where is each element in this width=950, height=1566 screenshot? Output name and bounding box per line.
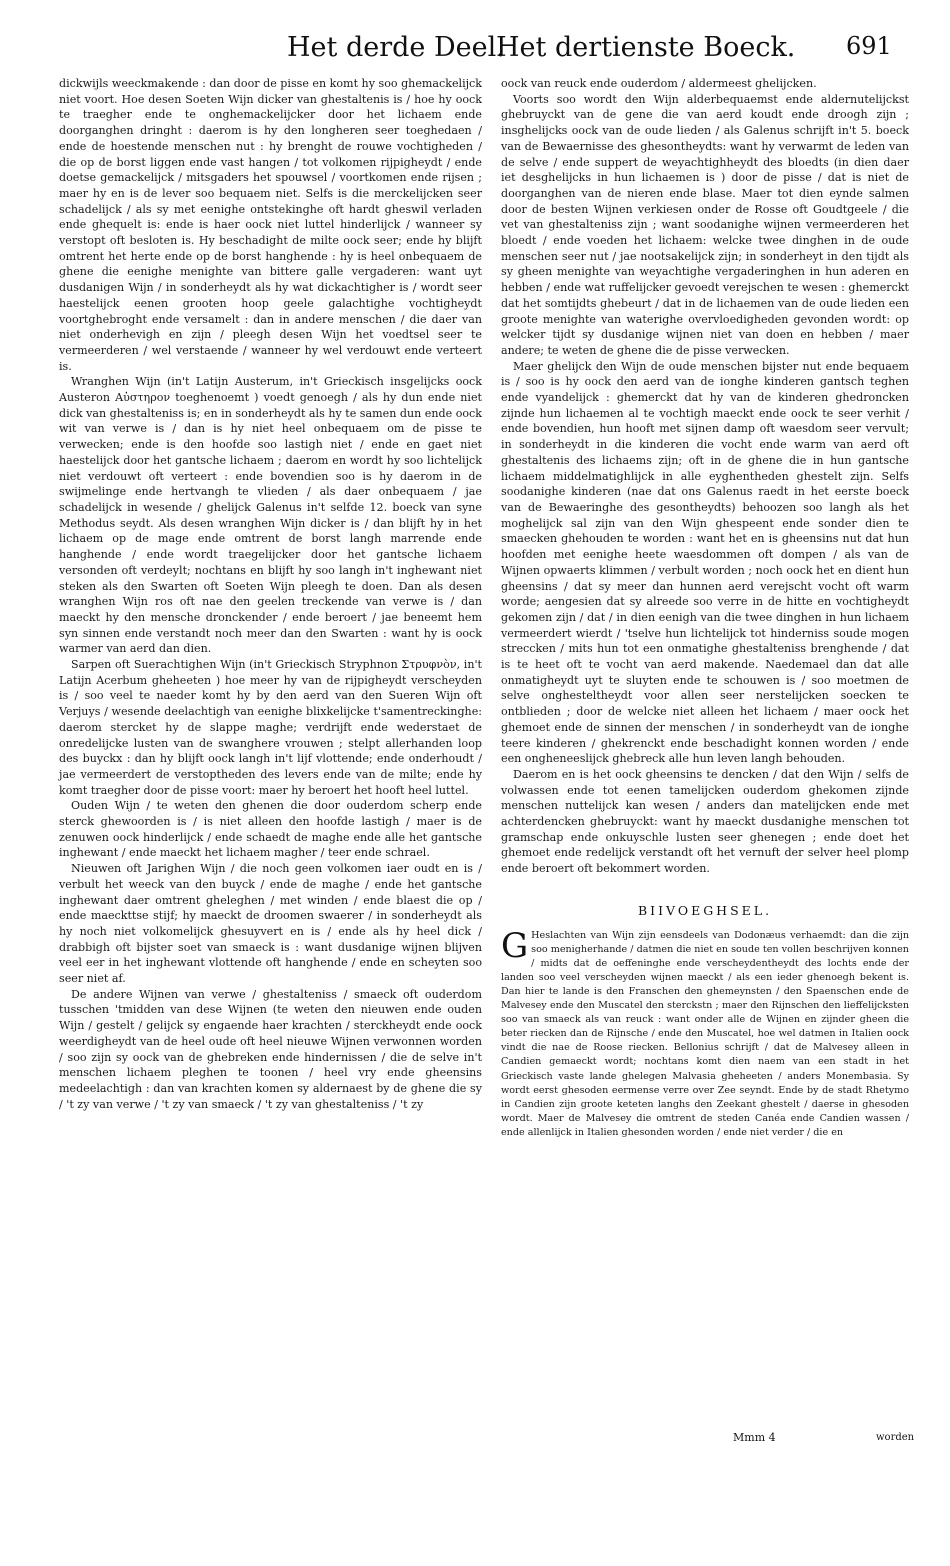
paragraph: oock van reuck ende ouderdom / aldermeest ghelijcken.	[501, 77, 817, 90]
page-number: 691	[846, 32, 892, 60]
drop-capital: G	[501, 925, 529, 966]
paragraph: Wranghen Wijn (in't Latijn Austerum, in't Grieckisch insgelijcks oock Austeron Aὐστηρον toeghenoemt ) voedt genoegh / als hy dun ende niet dick van ghestalteniss is; en in sonderheydt als hy te samen dun ende oock wit van verwe is / dan is hy niet heel onbequaem om de pisse te verwecken; ende is den hoofde soo lastigh niet / ende en gaet niet haestelijck door het gantsche lichaem ; daerom en wordt hy soo lichtelijck niet verdouwt oft verteert : ende bovendien soo is hy daerom in de swijmelinge ende hertvangh te vlieden / als daer onbequaem / jae schadelijck in wesende / ghelijck Galenus in't selfde 12. boeck van syne Methodus seydt. Als desen wranghen Wijn dicker is / dan blijft hy in het lichaem op de mage ende omtrent de borst langh marrende ende hanghende / ende wordt traegelijcker door het gantsche lichaem versonden oft verdeylt; nochtans en blijft hy soo langh in't inghewant niet steken als den Swarten oft Soeten Wijn pleegh te doen. Dan als desen wranghen Wijn ros oft nae den geelen treckende van verwe is / dan maeckt hy den mensche dronckender / ende beroert / jae beneemt hem syn sinnen ende verstandt noch meer dan den Swarten : want hy is oock warmer van aerd dan dien.	[59, 375, 482, 656]
paragraph: Daerom en is het oock gheensins te dencken / dat den Wijn / selfs de volwassen ende tot eenen tamelijcken ouderdom ghekomen zijnde menschen nuttelijck kan wesen / anders dan matelijcken ende met achterdencken ghebruyckt: want hy maeckt dusdanighe menschen tot gramschap ende onkuyschle lusten seer ghenegen ; ende doet het ghemoet ende redelijck verstandt oft het vernuft der selver heel plomp ende beroert oft bekommert worden.	[501, 767, 909, 876]
header-book-title: Het dertienste Boeck.	[496, 32, 796, 63]
supplement-heading: BIIVOEGHSEL.	[637, 902, 773, 918]
right-column	[501, 76, 909, 1140]
signature-mark: Mmm 4	[733, 1431, 776, 1444]
paragraph: Voorts soo wordt den Wijn alderbequaemst ende aldernutelijckst ghebruyckt van de gene die van aerd koudt ende droogh zijn ; insghelijcks oock van de oude lieden / als Galenus schrijft in't 5. boeck van de Bewaernisse des ghesontheydts: want hy verwarmt de leden van de selve / ende suppert de weyachtighheydt des bloedts (in dien daer iet desghelijcks in hun lichaemen is ) door de pisse / dat is niet de doorganghen van de nieren ende blase. Maer tot dien eynde salmen door de besten Wijnen verkiesen onder de Rosse oft Goudtgeele / die vet van ghestalteniss zijn ; want soodanighe wijnen vermeerderen het bloedt / ende voeden het lichaem: welcke twee dinghen in de oude menschen seer nut / jae nootsakelijck zijn; in sonderheyt in den tijdt als sy gheen menighte van weyachtighe vergaderinghen in hun aderen en hebben / ende wat ruffelijcker gevoedt verejschen te wesen : ghemerckt dat het somtijdts ghebeurt / dat in de lichaemen van de oude lieden een groote menighte van waterighe overvloedigheden gevonden wordt: op welcker tijdt sy dusdanige wijnen niet van doen en hebben / maer andere; te weten de ghene die de pisse verwecken.	[501, 92, 909, 357]
catchword: worden	[876, 1432, 915, 1443]
paragraph: Ouden Wijn / te weten den ghenen die door ouderdom scherp ende sterck ghewoorden is / is niet alleen den hoofde lastigh / maer is de zenuwen oock hinderlijck / ende schaedt de maghe ende alle het gantsche inghewant / ende maeckt het lichaem magher / teer ende schrael.	[59, 799, 482, 860]
header-part-title: Het derde Deel.	[287, 32, 505, 63]
left-column	[59, 76, 482, 1112]
paragraph: De andere Wijnen van verwe / ghestalteniss / smaeck oft ouderdom tusschen 'tmidden van dese Wijnen (te weten den nieuwen ende ouden Wijn / gestelt / gelijck sy engaende haer krachten / sterckheydt ende oock weerdigheydt van de heel oude oft heel nieuwe Wijnen verwonnen worden / soo zijn sy oock van de ghebreken ende hindernissen / die de selve in't menschen lichaem pleghen te toonen / heel vry ende gheensins medeelachtigh : dan van krachten komen sy aldernaest by de ghene die sy / 't zy van verwe / 't zy van smaeck / 't zy van ghestalteniss / 't zy	[59, 987, 482, 1111]
paragraph: Maer ghelijck den Wijn de oude menschen bijster nut ende bequaem is / soo is hy oock den aerd van de ionghe kinderen gantsch teghen ende vyandelijck : ghemerckt dat hy van de kinderen ghedroncken zijnde hun lichaemen al te vochtigh maeckt ende oock te seer verhit / ende bovendien, hun hooft met sijnen damp oft waesdom seer vervult; in sonderheydt in die kinderen die vocht ende warm van aerd oft ghestaltenis des lichaems zijn; oft in de ghene die in hun gantsche lichaem middelmatighlijck in alle eyghentheden ghestelt zijn. Selfs soodanighe kinderen (nae dat ons Galenus raedt in het eerste boeck van de Bewaeringhe des gesontheydts) behoozen soo langh als het moghelijck sal zijn van den Wijn ghespeent ende sonder dien te smaecken ghehouden te worden : want het en is gheensins nut dat hun hoofden met eenighe heete waesdommen oft dompen / als van de Wijnen opwaerts klimmen / verbult worden ; noch oock het en dient hun gheensins / dat sy meer dan hunnen aerd verejscht vocht oft warm worde; aengesien dat sy alreede soo verre in de hitte en vochtigheydt gekomen zijn / dat / in dien eenigh van die twee dinghen in hun lichaem vermeerdert wierdt / 'tselve hun lichtelijck tot hinderniss soude mogen streccken / mits hun tot een onmatighe ghestalteniss brenghende / dat is te heet oft te vocht van aerd makende. Naedemael dan dat alle onmatigheydt uyt te sluyten ende te schouwen is / soo moetmen de selve onghesteltheydt voor allen seer nerstelijcken soecken te ontblieden ; door de welcke niet alleen het lichaem / maer oock het ghemoet ende de sinnen der menschen / in sonderheydt van de ionghe teere kinderen / ghekrenckt ende beschadight konnen worden / ende een ongheneeslijck ghebreck alle hun leven langh behouden.	[501, 359, 909, 766]
supplement-body: Heslachten van Wijn zijn eensdeels van Dodonæus verhaemdt: dan die zijn soo menigherhande / datmen die niet en soude ten vollen beschrijven konnen / midts dat de oeffeninghe ende verscheydentheydt des lochts ende der landen soo veel verscheyden wijnen maeckt / als een ieder ghenoegh bekent is. Dan hier te lande is den Franschen den ghemeynsten / den Spaenschen ende de Malvesey ende den Muscatel den sterckstn ; maer den Rijnschen den lieffelijcksten soo van smaeck als van reuck : want onder alle de Wijnen en zijnder gheen die beter riecken dan de Rijnsche / ende den Muscatel, hoe wel datmen in Italien oock vindt die nae de Roose riecken. Bellonius schrijft / dat de Malvesey alleen in Candien gemaeckt wordt; nochtans komt dien naem van een stadt in het Grieckisch vaste lande ghelegen Malvasia gheheeten / anders Monembasia. Sy wordt eerst ghesoden eermense verre over Zee seyndt. Ende by de stadt Rhetymo in Candien zijn groote keteten langhs den Zeekant ghestelt / daerse in ghesoden wordt. Maer de Malvesey die omtrent de steden Canéa ende Candien wassen / ende allenlijck in Italien ghesonden worden / ende niet verder / die en	[501, 929, 909, 1138]
paragraph: Nieuwen oft Jarighen Wijn / die noch geen volkomen iaer oudt en is / verbult het weeck van den buyck / ende de maghe / ende het gantsche inghewant daer omtrent gheleghen / met winden / ende blaest die op / ende maeckttse stijf; hy maeckt de droomen swaerer / in sonderheydt als hy noch niet volkomelijck ghesuyvert en is / ende als hy heel dick / drabbigh oft bijster soet van smaeck is : want dusdanige wijnen blijven veel eer in het inghewant vlottende oft hanghende / ende en scheyten soo seer niet af.	[59, 862, 482, 986]
paragraph: dickwijls weeckmakende : dan door de pisse en komt hy soo ghemackelijck niet voort. Hoe desen Soeten Wijn dicker van ghestaltenis is / hoe hy oock te traegher ende te onghemackelijcker door het lichaem ende doorganghen dringht : daerom is hy den longheren seer toeghedaen / ende de hoestende menschen nut : hy brenght de rouwe vochtigheden / die op de borst liggen ende vast hangen / tot volkomen rijpigheydt / ende doetse gemackelijck / mitsgaders het spouwsel / voortkomen ende rijsen ; maer hy en is de lever soo bequaem niet. Selfs is die merckelijcken seer schadelijck / als sy met eenighe ontstekinghe oft hardt gheswil verladen ende ghequelt is: ende is haer oock niet luttel hinderlijck / wanneer sy verstopt oft besloten is. Hy beschadight de milte oock seer; ende hy blijft omtrent het herte ende op de borst hanghende : hy is heel onbequaem de ghene die eenighe menighte van bittere galle vergaderen: want uyt dusdanigen Wijn / in sonderheydt als hy wat dickachtigher is / wordt seer haestelijck eenen grooten hoop geele galachtighe vochtigheydt voortghebroght ende versamelt : dan in andere menschen / die daer van niet onderhevigh en zijn / pleegh desen Wijn het voedtsel seer te vermeerderen / wel verstaende / wanneer hy wel verdouwt ende verteert is.	[59, 77, 482, 373]
supplement-text	[501, 925, 909, 1140]
paragraph: Sarpen oft Suerachtighen Wijn (in't Grieckisch Stryphnon Στρυφνὸν, in't Latijn Acerbum gheheeten ) hoe meer hy van de rijpigheydt verscheyden is / soo veel te naeder komt hy by den aerd van den Sueren Wijn oft Verjuys / wesende deelachtigh van eenighe blixkelijcke t'samentreckinghe: daerom stercket hy de slappe maghe; verdrijft ende wederstaet de onredelijcke lusten van de swanghere vrouwen ; stelpt allerhanden loop des buyckx : dan hy blijft oock langh in't lijf vlottende; ende onderhoudt / jae vermeerdert de verstoptheden des levers ende van de milte; ende hy komt traegher door de pisse voort: maer hy beroert het hooft heel luttel.	[59, 658, 482, 797]
running-header	[0, 32, 950, 72]
